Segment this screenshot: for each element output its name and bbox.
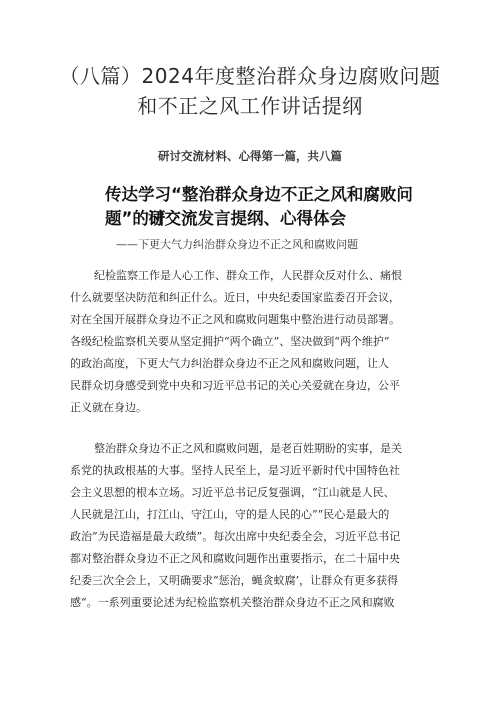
series-note: 研讨交流材料、心得第一篇，共八篇 — [158, 149, 342, 163]
paragraph-line: 正义就在身边。 — [70, 401, 147, 414]
section-heading-line-2: 讨交流发言提纲、心得体会 — [148, 209, 346, 228]
paragraph-1 — [70, 265, 442, 419]
paragraph-line: 纪检监察工作是人心工作、群众工作，人民群众反对什么、痛恨 — [94, 269, 402, 282]
paragraph-line: 对在全国开展群众身边不正之风和腐败问题集中整治进行动员部署。 — [70, 313, 400, 326]
paragraph-line: 各级纪检监察机关要从坚定拥护“两个确立”、坚决做到“两个维护” — [70, 335, 390, 348]
section-heading-line-1: 传达学习“整治群众身边不正之风和腐败问题”的研 — [105, 185, 413, 228]
paragraph-line: 民群众切身感受到党中央和习近平总书记的关心关爱就在身边，公平 — [70, 379, 400, 392]
paragraph-line: 的政治高度，下更大气力纠治群众身边不正之风和腐败问题，让人 — [70, 357, 389, 370]
paragraph-line: 人民就是江山，打江山、守江山，守的是人民的心”“民心是最大的 — [70, 508, 390, 521]
paragraph-line: 政治”为民造福是最大政绩”。每次出席中央纪委全会，习近平总书记 — [70, 530, 401, 543]
paragraph-line: 系党的执政根基的大事。坚持人民至上，是习近平新时代中国特色社 — [70, 464, 400, 477]
paragraph-line: 纪委三次全会上，又明确要求“惩治，蝇贪蚁腐’，让群众有更多获得 — [70, 574, 399, 587]
paragraph-line: 感“。一系列重要论述为纪检监察机关整治群众身边不正之风和腐败 — [70, 596, 395, 609]
section-subtitle: ——下更大气力纠治群众身边不正之风和腐败问题 — [116, 238, 358, 251]
paragraph-line: 什么就要坚决防范和纠正什么。近日，中央纪委国家监委召开会议， — [70, 291, 400, 304]
paragraph-2 — [70, 438, 442, 614]
paragraph-line: 都对整治群众身边不正之风和腐败问题作出重要指示，在二十届中央 — [70, 552, 400, 565]
document-title-line-2: 和不正之风工作讲话提纲 — [137, 94, 363, 118]
document-title-line-1: （八篇）2024年度整治群众身边腐败问题 — [59, 64, 441, 88]
paragraph-line: 整治群众身边不正之风和腐败问题，是老百姓期盼的实事，是关 — [94, 442, 402, 455]
paragraph-line: 会主义思想的根本立场。习近平总书记反复强调，“江山就是人民、 — [70, 486, 395, 499]
